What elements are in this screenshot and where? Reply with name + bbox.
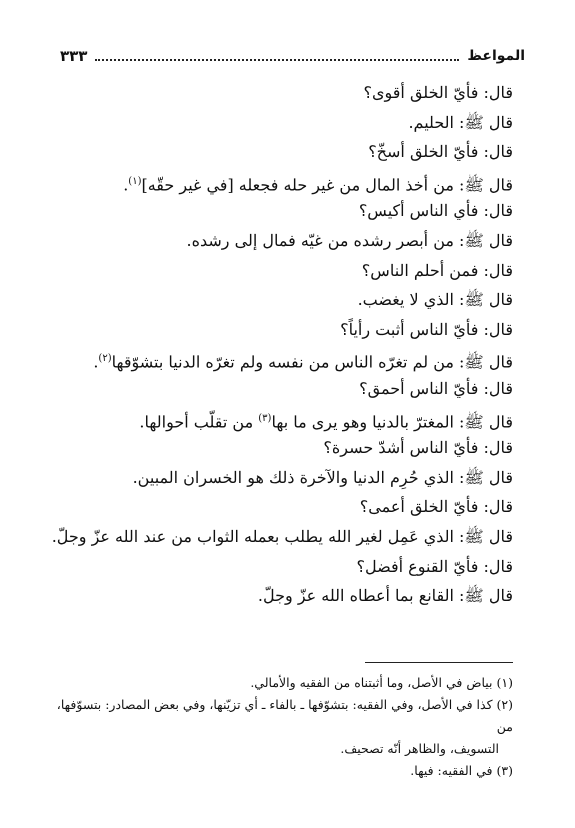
footnote-2: (٢) كذا في الأصل، وفي الفقيه: بتشوّفها ـ بالفاء ـ أي تزيّنها، وفي بعض المصادر: بتسوّفها، من	[56, 697, 513, 734]
text-line: قال ﷺ: من أبصر رشده من غيّه فمال إلى رشده.	[186, 230, 513, 250]
text-line: قال: فمن أحلم الناس؟	[361, 260, 513, 280]
text-line: قال: فأيّ الخلق أعمى؟	[359, 497, 513, 517]
text-line: قال ﷺ: من لم تغرّه الناس من نفسه ولم تغرّه الدنيا بتشوّقها$^{(٢)}$.	[93, 352, 513, 372]
text-line: قال ﷺ: الذي لا يغضب.	[357, 290, 513, 310]
text-line: قال: فأيّ الخلق أقوى؟	[363, 83, 513, 102]
text-line: قال: فأيّ الخلق أسخّ؟	[368, 142, 513, 162]
text-line: قال: فأيّ الناس أثبت رأياً؟	[340, 319, 513, 339]
text-line: قال ﷺ: المغترّ بالدنيا وهو يرى ما بها$^{(٣)}$ من تقلّب أحوالها.	[139, 411, 513, 431]
text-line: قال ﷺ: الحليم.	[408, 112, 513, 132]
text-line: قال: فأيّ الناس أحمق؟	[359, 378, 513, 398]
footnote-2-continuation: التسويف، والظاهر أنّه تصحيف.	[340, 741, 499, 756]
text-line: قال ﷺ: من أخذ المال من غير حله فجعله [في غير حقّه]$^{(١)}$.	[123, 175, 513, 195]
text-line: قال ﷺ: القانع بما أعطاه الله عزّ وجلّ.	[257, 586, 513, 606]
running-header	[60, 42, 525, 70]
text-line: قال ﷺ: الذي عَمِل لغير الله يطلب بعمله الثواب من عند الله عزّ وجلّ.	[51, 526, 513, 546]
text-line: قال: فأي الناس أكيس؟	[358, 201, 513, 221]
footnote-ref: (١)	[128, 175, 142, 187]
text-line: قال ﷺ: الذي حُرِم الدنيا والآخرة ذلك هو الخسران المبين.	[132, 467, 513, 487]
page-number: ٣٣٣	[60, 47, 88, 65]
text-line: قال: فأيّ الناس أشدّ حسرة؟	[323, 438, 513, 458]
main-text	[51, 78, 513, 611]
text-line: قال: فأيّ القنوع أفضل؟	[356, 556, 513, 576]
footnote-1: (١) بياض في الأصل، وما أثبتناه من الفقيه والأمالي.	[250, 675, 513, 690]
footnote-divider	[365, 662, 513, 663]
header-dotted-leader	[95, 59, 459, 61]
footnote-ref: (٢)	[98, 353, 112, 365]
footnotes	[53, 672, 513, 782]
footnote-ref: (٣)	[258, 412, 272, 424]
chapter-title: المواعظ	[467, 48, 525, 64]
footnote-3: (٣) في الفقيه: فيها.	[410, 763, 513, 778]
